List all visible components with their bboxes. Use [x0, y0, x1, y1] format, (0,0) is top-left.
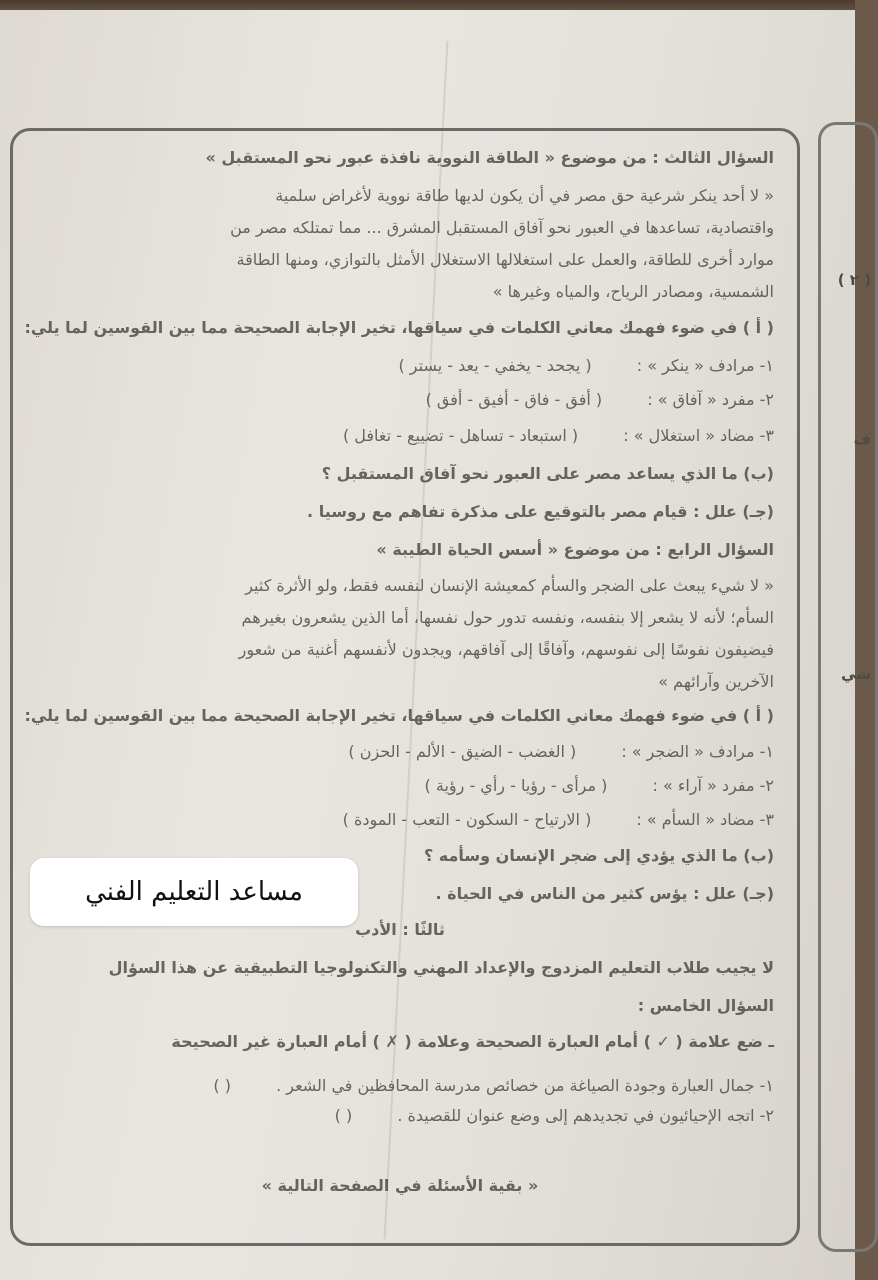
vocab-item: [26, 808, 774, 832]
answer-box: ( ): [213, 1076, 231, 1095]
true-false-item: [26, 1074, 774, 1098]
part-c-question: (جـ) علل : يؤس كثير من الناس في الحياة .: [435, 884, 774, 903]
vocab-options: ( يجحد - يخفي - يعد - يستر ): [398, 356, 592, 375]
question-3-title: السؤال الثالث : من موضوع « الطاقة النووية نافذة عبور نحو المستقبل »: [205, 148, 774, 167]
passage-line: فيضيفون نفوسًا إلى نفوسهم، وآفاقًا إلى آفاقهم، ويجدون لأنفسهم أغنية من شعور: [238, 640, 774, 659]
true-false-item: [26, 1104, 774, 1128]
watermark-banner: [30, 858, 358, 926]
statement-text: ١- جمال العبارة وجودة الصياغة من خصائص مدرسة المحافظين في الشعر .: [276, 1076, 774, 1095]
part-b-question: (ب) ما الذي يؤدي إلى ضجر الإنسان وسأمه ؟: [423, 846, 774, 865]
vocab-question: ١- مرادف « الضجر » :: [621, 742, 774, 761]
part-c-question: (جـ) علل : قيام مصر بالتوقيع على مذكرة تفاهم مع روسيا .: [307, 502, 774, 521]
vocab-options: ( الارتياح - السكون - التعب - المودة ): [342, 810, 592, 829]
question-5-title: السؤال الخامس :: [637, 996, 774, 1015]
vocab-options: ( استبعاد - تساهل - تضييع - تغافل ): [342, 426, 579, 445]
passage-line: واقتصادية، تساعدها في العبور نحو آفاق المستقبل المشرق ... مما تمتلكه مصر من: [230, 218, 774, 237]
question-4-title: السؤال الرابع : من موضوع « أسس الحياة الطيبة »: [376, 540, 774, 559]
exam-content: [26, 140, 774, 1240]
vocab-item: [26, 424, 774, 448]
next-page-fragment: ف: [853, 430, 871, 448]
vocab-options: ( الغضب - الضيق - الألم - الحزن ): [348, 742, 577, 761]
next-page-frame: [818, 122, 878, 1252]
watermark-text: مساعد التعليم الفني: [85, 877, 303, 907]
question-5-instruction: ـ ضع علامة ( ✓ ) أمام العبارة الصحيحة وعلامة ( ✗ ) أمام العبارة غير الصحيحة: [171, 1032, 774, 1051]
part-a-instruction: ( أ ) في ضوء فهمك معاني الكلمات في سياقها، تخير الإجابة الصحيحة مما بين القوسين لما يلي:: [24, 318, 774, 337]
vocab-question: ٣- مضاد « استغلال » :: [623, 426, 774, 445]
passage-line: الآخرين وآرائهم »: [658, 672, 774, 691]
page-footer: « بقية الأسئلة في الصفحة التالية »: [261, 1176, 539, 1195]
vocab-question: ٢- مفرد « آفاق » :: [647, 390, 774, 409]
passage-line: « لا شيء يبعث على الضجر والسأم كمعيشة الإنسان لنفسه فقط، ولو الأثرة كثير: [245, 576, 774, 595]
vocab-item: [26, 774, 774, 798]
vocab-question: ٢- مفرد « آراء » :: [652, 776, 774, 795]
passage-line: الشمسية، ومصادر الرياح، والمياه وغيرها »: [492, 282, 774, 301]
part-a-instruction: ( أ ) في ضوء فهمك معاني الكلمات في سياقها، تخير الإجابة الصحيحة مما بين القوسين لما يلي:: [24, 706, 774, 725]
section-heading: ثالثًا : الأدب: [355, 920, 445, 939]
vocab-item: [26, 354, 774, 378]
passage-line: « لا أحد ينكر شرعية حق مصر في أن يكون لديها طاقة نووية لأغراض سلمية: [275, 186, 774, 205]
vocab-item: [26, 740, 774, 764]
answer-box: ( ): [334, 1106, 353, 1125]
part-b-question: (ب) ما الذي يساعد مصر على العبور نحو آفاق المستقبل ؟: [321, 464, 774, 483]
next-page-fragment: شي: [841, 665, 871, 683]
statement-text: ٢- اتجه الإحيائيون في تجديدهم إلى وضع عنوان للقصيدة .: [397, 1106, 774, 1125]
exemption-notice: لا يجيب طلاب التعليم المزدوج والإعداد المهني والتكنولوجيا التطبيقية عن هذا السؤال: [108, 958, 774, 977]
vocab-options: ( أفق - فاق - أفيق - أفق ): [425, 390, 603, 409]
page-number: ( ٢ ): [837, 271, 871, 289]
vocab-question: ١- مرادف « ينكر » :: [636, 356, 774, 375]
passage-line: السأم؛ لأنه لا يشعر إلا بنفسه، ونفسه تدور حول نفسها، أما الذين يشعرون بغيرهم: [241, 608, 774, 627]
vocab-item: [26, 388, 774, 412]
vocab-options: ( مرأى - رؤيا - رأي - رؤية ): [424, 776, 608, 795]
passage-line: موارد أخرى للطاقة، والعمل على استغلالها الاستغلال الأمثل بالتوازي، ومنها الطاقة: [236, 250, 774, 269]
vocab-question: ٣- مضاد « السأم » :: [636, 810, 774, 829]
